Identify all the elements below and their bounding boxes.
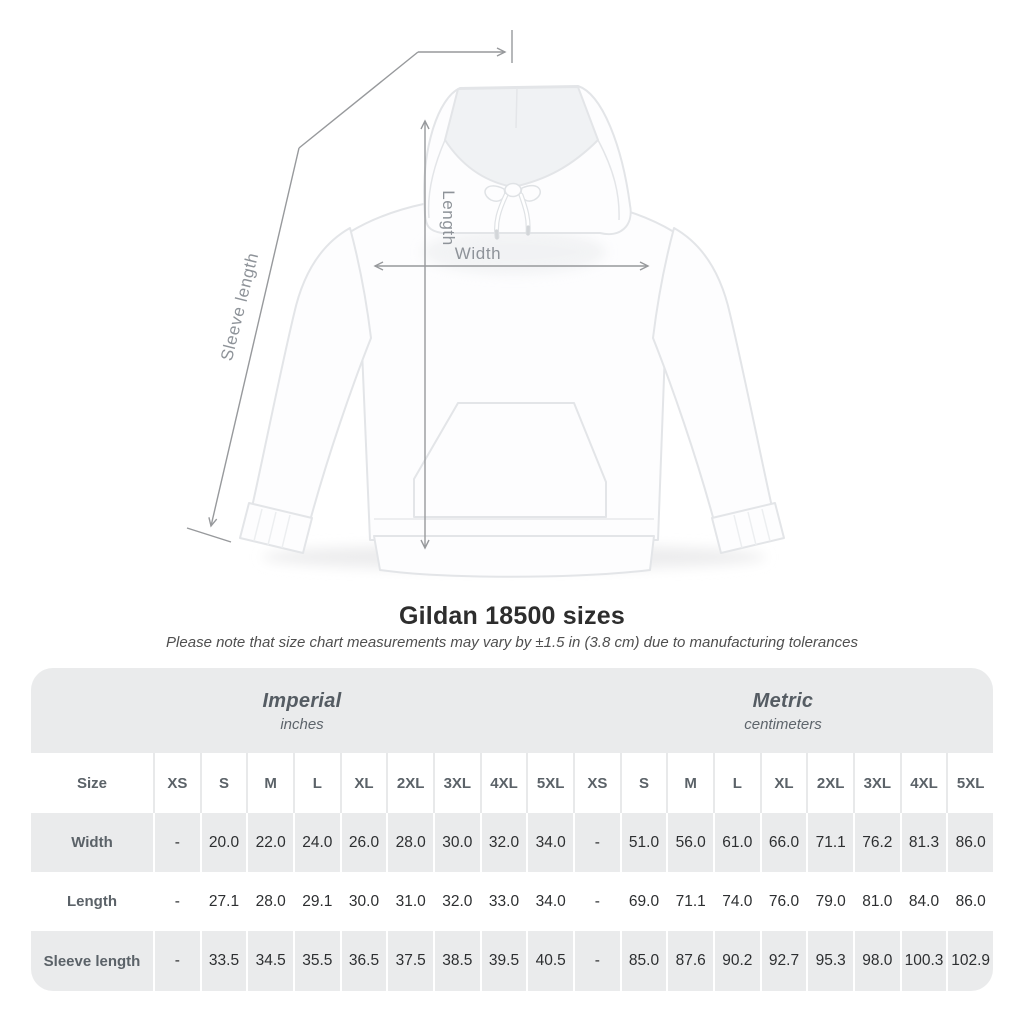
size-header-metric-xl: XL	[760, 753, 807, 813]
row-label: Length	[31, 872, 153, 931]
cell-imperial: 32.0	[480, 813, 527, 872]
imperial-group-header	[31, 668, 573, 753]
cell-imperial: 39.5	[480, 931, 527, 991]
size-header-metric-s: S	[620, 753, 667, 813]
cell-metric: 100.3	[900, 931, 947, 991]
cell-imperial: 27.1	[200, 872, 247, 931]
size-header-metric-xs: XS	[573, 753, 620, 813]
cell-metric: 61.0	[713, 813, 760, 872]
chart-title: Gildan 18500 sizes	[399, 602, 625, 630]
cell-imperial: -	[153, 813, 200, 872]
size-header-imperial-3xl: 3XL	[433, 753, 480, 813]
cell-imperial: 28.0	[246, 872, 293, 931]
cell-imperial: 26.0	[340, 813, 387, 872]
size-header-imperial-4xl: 4XL	[480, 753, 527, 813]
size-header-imperial-2xl: 2XL	[386, 753, 433, 813]
size-header-imperial-5xl: 5XL	[526, 753, 573, 813]
width-label: Width	[454, 244, 502, 263]
size-header-imperial-s: S	[200, 753, 247, 813]
cell-metric: 102.9	[946, 931, 993, 991]
size-header-metric-5xl: 5XL	[946, 753, 993, 813]
cell-metric: 79.0	[806, 872, 853, 931]
imperial-unit: inches	[280, 716, 324, 733]
cell-imperial: 32.0	[433, 872, 480, 931]
row-label: Sleeve length	[31, 931, 153, 991]
size-header-metric-l: L	[713, 753, 760, 813]
drawstring-knot	[505, 184, 521, 197]
cell-metric: 86.0	[946, 872, 993, 931]
cell-imperial: 28.0	[386, 813, 433, 872]
size-header-imperial-l: L	[293, 753, 340, 813]
cell-metric: 87.6	[666, 931, 713, 991]
cell-metric: 56.0	[666, 813, 713, 872]
cell-imperial: 35.5	[293, 931, 340, 991]
cell-metric: 81.3	[900, 813, 947, 872]
cell-metric: 85.0	[620, 931, 667, 991]
size-header-metric-m: M	[666, 753, 713, 813]
cell-metric: 69.0	[620, 872, 667, 931]
cell-imperial: 34.0	[526, 813, 573, 872]
cell-metric: 71.1	[666, 872, 713, 931]
size-header-metric-3xl: 3XL	[853, 753, 900, 813]
cell-metric: -	[573, 931, 620, 991]
metric-title: Metric	[752, 690, 814, 712]
size-header-metric-2xl: 2XL	[806, 753, 853, 813]
cell-metric: 86.0	[946, 813, 993, 872]
size-column-header: Size	[31, 753, 153, 813]
sleeve-arrow-diagonal	[299, 52, 418, 148]
cell-imperial: 22.0	[246, 813, 293, 872]
size-header-imperial-xl: XL	[340, 753, 387, 813]
cell-imperial: 40.5	[526, 931, 573, 991]
cell-imperial: 24.0	[293, 813, 340, 872]
cell-metric: 81.0	[853, 872, 900, 931]
right-sleeve	[653, 228, 772, 521]
cell-imperial: 33.0	[480, 872, 527, 931]
cell-imperial: 34.5	[246, 931, 293, 991]
cell-metric: 95.3	[806, 931, 853, 991]
cell-imperial: 30.0	[433, 813, 480, 872]
cell-metric: 90.2	[713, 931, 760, 991]
cell-metric: 84.0	[900, 872, 947, 931]
tolerance-note: Please note that size chart measurements may vary by ±1.5 in (3.8 cm) due to manufacturing tolerances	[166, 634, 858, 651]
cell-imperial: -	[153, 931, 200, 991]
cell-imperial: 31.0	[386, 872, 433, 931]
cell-metric: 76.0	[760, 872, 807, 931]
cell-imperial: 34.0	[526, 872, 573, 931]
cell-imperial: 29.1	[293, 872, 340, 931]
row-label: Width	[31, 813, 153, 872]
cell-imperial: -	[153, 872, 200, 931]
size-header-metric-4xl: 4XL	[900, 753, 947, 813]
length-label: Length	[439, 190, 458, 246]
hood-center-seam	[516, 88, 517, 128]
cell-metric: -	[573, 813, 620, 872]
sleeve-length-label: Sleeve length	[217, 250, 263, 363]
size-header-imperial-xs: XS	[153, 753, 200, 813]
hoodie	[240, 86, 784, 577]
metric-group-header	[573, 668, 993, 753]
cell-metric: 66.0	[760, 813, 807, 872]
imperial-title: Imperial	[262, 690, 342, 712]
cell-imperial: 37.5	[386, 931, 433, 991]
size-table	[31, 668, 993, 991]
cell-metric: 74.0	[713, 872, 760, 931]
cell-imperial: 30.0	[340, 872, 387, 931]
size-header-imperial-m: M	[246, 753, 293, 813]
cell-imperial: 38.5	[433, 931, 480, 991]
cell-metric: 51.0	[620, 813, 667, 872]
size-table-grid	[31, 753, 993, 991]
cell-metric: -	[573, 872, 620, 931]
cell-imperial: 36.5	[340, 931, 387, 991]
cell-metric: 71.1	[806, 813, 853, 872]
waistband	[374, 536, 654, 577]
cell-metric: 76.2	[853, 813, 900, 872]
metric-unit: centimeters	[744, 716, 822, 733]
cell-metric: 98.0	[853, 931, 900, 991]
cell-metric: 92.7	[760, 931, 807, 991]
units-band	[31, 668, 993, 753]
sleeve-end-tick	[187, 528, 231, 542]
cell-imperial: 33.5	[200, 931, 247, 991]
cell-imperial: 20.0	[200, 813, 247, 872]
